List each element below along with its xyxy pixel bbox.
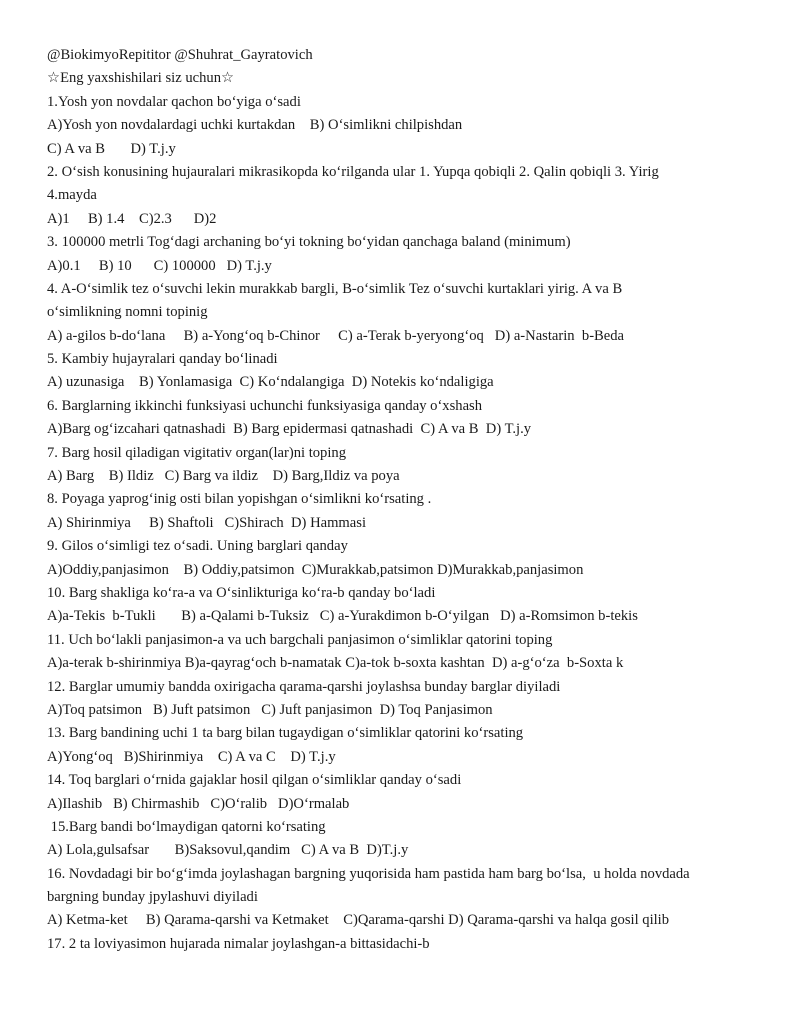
question-6: 6. Barglarning ikkinchi funksiyasi uchunchi funksiyasiga qanday o‘xshash — [47, 397, 483, 414]
question-4-line-2: o‘simlikning nomni topinig — [47, 304, 208, 321]
answers-11: A)a-terak b-shirinmiya B)a-qayrag‘och b-namatak C)a-tok b-soxta kashtan D) a-g‘o‘za b-Soxta k — [47, 655, 624, 672]
answers-13: A)Yong‘oq B)Shirinmiya C) A va C D) T.j.y — [47, 748, 336, 765]
answers-9: A)Oddiy,panjasimon B) Oddiy,patsimon C)Murakkab,patsimon D)Murakkab,panjasimon — [47, 561, 584, 578]
question-8: 8. Poyaga yaprog‘inig osti bilan yopishgan o‘simlikni ko‘rsating . — [47, 491, 432, 508]
question-15: 15.Barg bandi bo‘lmaydigan qatorni ko‘rsating — [47, 818, 326, 835]
answers-2: A)1 B) 1.4 C)2.3 D)2 — [47, 210, 217, 227]
subtitle-line: ☆Eng yaxshishilari siz uchun☆ — [47, 70, 235, 87]
question-1: 1.Yosh yon novdalar qachon bo‘yiga o‘sadi — [47, 93, 301, 110]
answers-14: A)Ilashib B) Chirmashib C)O‘ralib D)O‘rmalab — [47, 795, 350, 812]
question-2-line-2: 4.mayda — [47, 187, 97, 204]
question-11: 11. Uch bo‘lakli panjasimon-a va uch bargchali panjasimon o‘simliklar qatorini toping — [47, 631, 553, 648]
question-12: 12. Barglar umumiy bandda oxirigacha qarama-qarshi joylashsa bunday barglar diyiladi — [47, 678, 561, 695]
answers-15: A) Lola,gulsafsar B)Saksovul,qandim C) A va B D)T.j.y — [47, 842, 409, 859]
answers-1-line-2: C) A va B D) T.j.y — [47, 140, 176, 157]
question-14: 14. Toq barglari o‘rnida gajaklar hosil qilgan o‘simliklar qanday o‘sadi — [47, 772, 462, 789]
answers-10: A)a-Tekis b-Tukli B) a-Qalami b-Tuksiz C) a-Yurakdimon b-O‘yilgan D) a-Romsimon b-tekis — [47, 608, 638, 625]
answers-12: A)Toq patsimon B) Juft patsimon C) Juft panjasimon D) Toq Panjasimon — [47, 701, 493, 718]
question-16-line-2: bargning bunday jpylashuvi diyiladi — [47, 889, 258, 906]
answers-1-line-1: A)Yosh yon novdalardagi uchki kurtakdan B) O‘simlikni chilpishdan — [47, 117, 463, 134]
question-17: 17. 2 ta loviyasimon hujarada nimalar joylashgan-a bittasidachi-b — [47, 935, 430, 952]
question-10: 10. Barg shakliga ko‘ra-a va O‘sinlikturiga ko‘ra-b qanday bo‘ladi — [47, 584, 436, 601]
question-13: 13. Barg bandining uchi 1 ta barg bilan tugaydigan o‘simliklar qatorini ko‘rsating — [47, 725, 524, 742]
question-9: 9. Gilos o‘simligi tez o‘sadi. Uning barglari qanday — [47, 538, 348, 555]
question-3: 3. 100000 metrli Tog‘dagi archaning bo‘yi tokning bo‘yidan qanchaga baland (minimum) — [47, 234, 571, 251]
channel-header: @BiokimyoRepititor @Shuhrat_Gayratovich — [47, 47, 313, 63]
question-4-line-1: 4. A-O‘simlik tez o‘suvchi lekin murakkab bargli, B-o‘simlik Tez o‘suvchi kurtaklari yirig. A va B — [47, 280, 623, 297]
answers-6: A)Barg og‘izcahari qatnashadi B) Barg epidermasi qatnashadi C) A va B D) T.j.y — [47, 421, 532, 438]
answers-7: A) Barg B) Ildiz C) Barg va ildiz D) Barg,Ildiz va poya — [47, 468, 400, 485]
question-16-line-1: 16. Novdadagi bir bo‘g‘imda joylashagan bargning yuqorisida ham pastida ham barg bo‘lsa, u holda novdada — [47, 865, 690, 882]
question-5: 5. Kambiy hujayralari qanday bo‘linadi — [47, 351, 278, 368]
answers-16: A) Ketma-ket B) Qarama-qarshi va Ketmaket C)Qarama-qarshi D) Qarama-qarshi va halqa gosil qilib — [47, 912, 670, 929]
answers-4: A) a-gilos b-do‘lana B) a-Yong‘oq b-Chinor C) a-Terak b-yeryong‘oq D) a-Nastarin b-Beda — [47, 327, 625, 344]
answers-8: A) Shirinmiya B) Shaftoli C)Shirach D) Hammasi — [47, 514, 366, 531]
answers-5: A) uzunasiga B) Yonlamasiga C) Ko‘ndalangiga D) Notekis ko‘ndaligiga — [47, 374, 494, 391]
question-2-line-1: 2. O‘sish konusining hujauralari mikrasikopda ko‘rilganda ular 1. Yupqa qobiqli 2. Qalin qobiqli 3. Yirig — [47, 163, 659, 180]
answers-3: A)0.1 B) 10 C) 100000 D) T.j.y — [47, 257, 272, 274]
question-7: 7. Barg hosil qiladigan vigitativ organ(lar)ni toping — [47, 444, 346, 461]
